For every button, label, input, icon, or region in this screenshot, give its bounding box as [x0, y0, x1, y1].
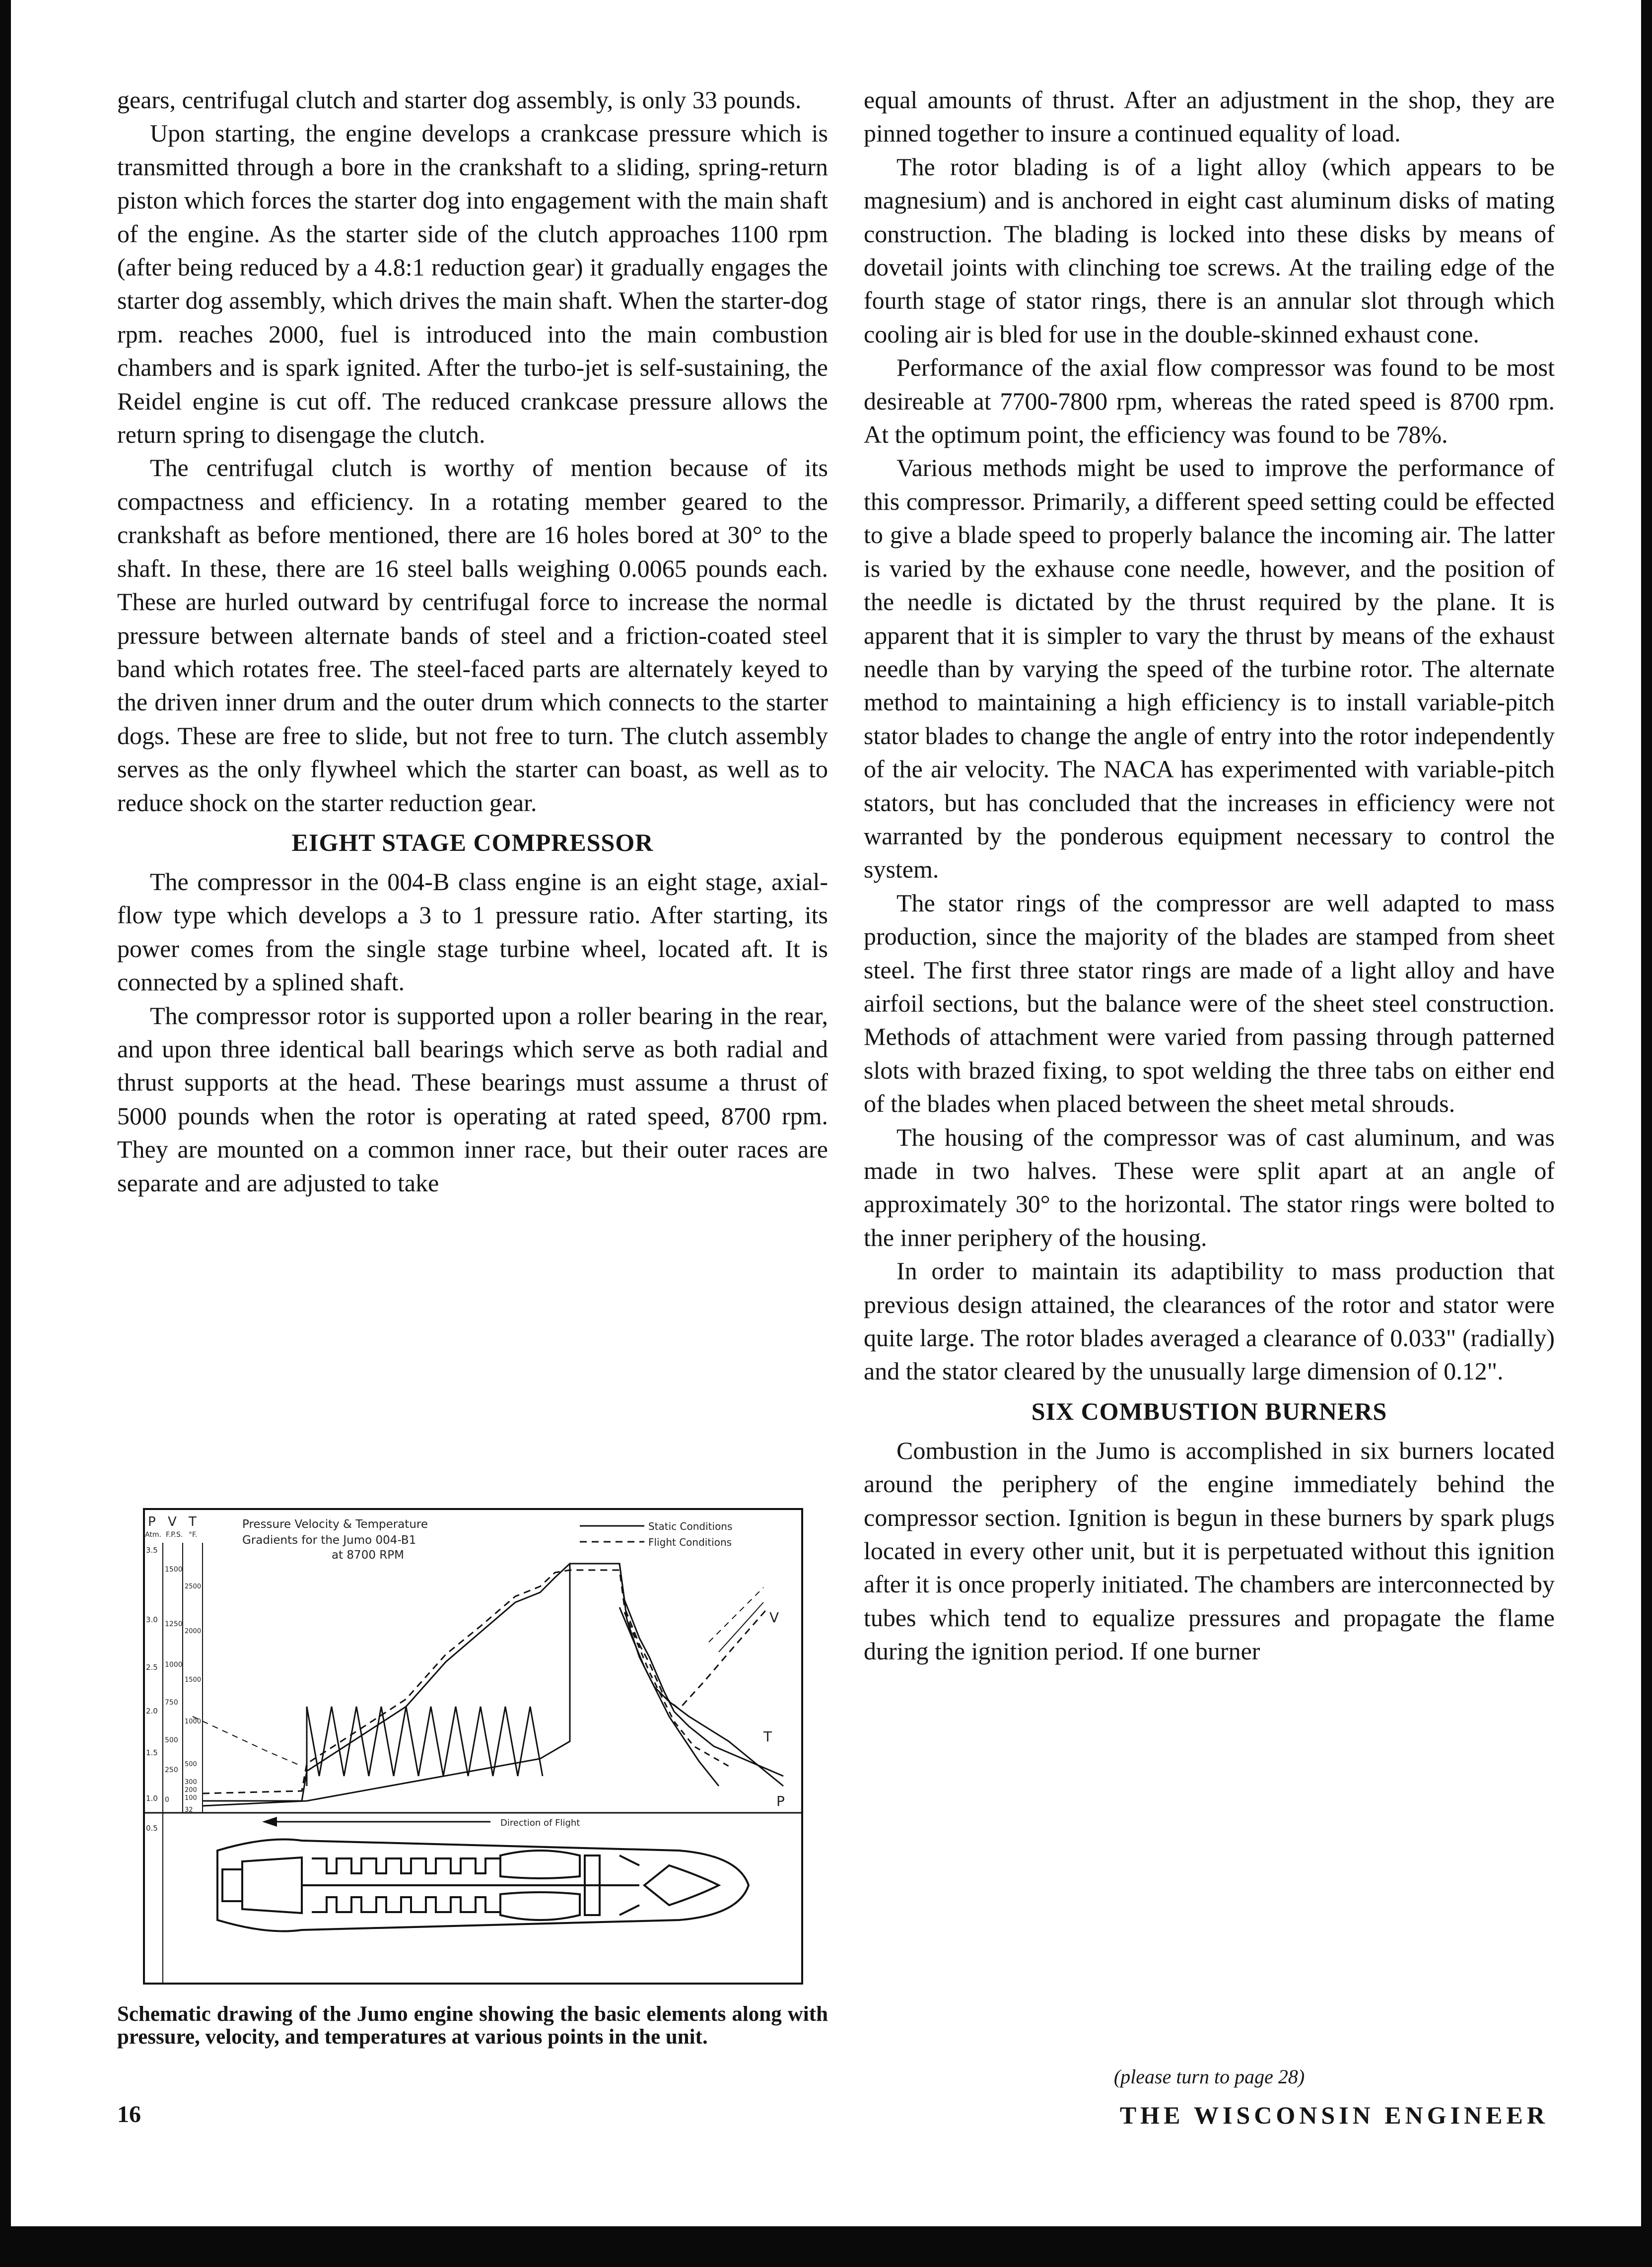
- figure-title-line2: Gradients for the Jumo 004-B1: [242, 1534, 416, 1547]
- scan-border-right: [1641, 0, 1652, 2267]
- t-tick-label: 100: [185, 1794, 197, 1802]
- p-tick-label: 1.0: [146, 1794, 158, 1803]
- v-tick-label: 1250: [165, 1620, 183, 1628]
- scan-border-left: [0, 0, 11, 2267]
- axis-t-label: T: [189, 1514, 197, 1529]
- v-tick-label: 1500: [165, 1566, 183, 1574]
- v-tick-label: 1000: [165, 1661, 183, 1669]
- direction-label: Direction of Flight: [500, 1818, 580, 1828]
- p-tick-label: 3.5: [146, 1546, 158, 1555]
- paragraph: The rotor blading is of a light alloy (which appears to be magnesium) and is anchored in eight cast aluminum disks of mating construction. The blading is locked into these disks by means of dovetail joints with clinching toe screws. At the trailing edge of the fourth stage of stator rings, there is an annular slot through which cooling air is bled for use in the double-skinned exhaust cone.: [864, 152, 1555, 348]
- axis-v-label: V: [168, 1514, 177, 1529]
- paragraph: gears, centrifugal clutch and starter dog assembly, is only 33 pounds.: [117, 86, 802, 114]
- t-tick-label: 300: [185, 1779, 197, 1786]
- v-tick-label: 750: [165, 1699, 178, 1707]
- p-tick-label: 3.0: [146, 1615, 158, 1624]
- t-tick-label: 500: [185, 1761, 197, 1768]
- section-heading: EIGHT STAGE COMPRESSOR: [291, 828, 654, 856]
- legend-static-label: Static Conditions: [648, 1520, 733, 1532]
- axis-p-label: P: [148, 1514, 156, 1529]
- paragraph: Various methods might be used to improve the performance of this compressor. Primarily, a different speed setting could be effected to give a blade speed to properly balance the incoming air. The latter is varied by the exhause cone needle, however, and the position of the needle is dictated by the thrust required by the plane. It is apparent that it is simpler to vary the thrust by means of the exhaust needle than by varying the speed of the turbine rotor. The alternate method to maintaining a high efficiency is to install variable-pitch stator blades to change the angle of entry into the rotor independently of the air velocity. The NACA has experimented with variable-pitch stators, but has concluded that the increases in efficiency were not warranted by the ponderous equipment necessary to control the system.: [864, 454, 1555, 884]
- left-column: [117, 83, 828, 1200]
- t-tick-label: 2500: [185, 1583, 202, 1590]
- v-tick-label: 500: [165, 1736, 178, 1744]
- scan-border-bottom: [0, 2226, 1652, 2267]
- t-tick-label: 2000: [185, 1628, 202, 1635]
- paragraph: The stator rings of the compressor are well adapted to mass production, since the majority of the blades are stamped from sheet steel. The first three stator rings are made of a light alloy and have airfoil sections, but the balance were of the sheet steel construction. Methods of attachment were varied from passing through patterned slots with brazed fixing, to spot welding the three tabs on either end of the blades when placed between the sheet metal shrouds.: [864, 889, 1555, 1118]
- paragraph: Performance of the axial flow compressor was found to be most desireable at 7700-7800 rpm, whereas the rated speed is 8700 rpm. At the optimum point, the efficiency was found to be 78%.: [864, 353, 1555, 449]
- t-tick-label: 1500: [185, 1676, 202, 1684]
- unit-t-label: °F.: [189, 1531, 198, 1539]
- curve-label-t: T: [763, 1728, 772, 1745]
- paragraph: Combustion in the Jumo is accomplished in six burners located around the periphery of the engine immediately behind the compressor section. Ignition is begun in these burners by spark plugs located in every other unit, but it is perpetuated without this ignition after it is once properly initiated. The chambers are interconnected by tubes which tend to equalize pressures and propagate the flame during the ignition period. If one burner: [864, 1436, 1555, 1665]
- p-tick-label: 1.5: [146, 1748, 158, 1757]
- v-tick-label: 250: [165, 1766, 178, 1774]
- v-tick-label: 0: [165, 1796, 169, 1804]
- p-tick-label: 0.5: [146, 1824, 158, 1833]
- right-column: [864, 83, 1555, 1668]
- t-tick-label: 32: [185, 1806, 193, 1814]
- magazine-title: THE WISCONSIN ENGINEER: [1119, 2101, 1549, 2129]
- t-tick-label: 200: [185, 1786, 197, 1794]
- p-tick-label: 2.5: [146, 1663, 158, 1672]
- figure-title-line1: Pressure Velocity & Temperature: [242, 1518, 428, 1531]
- curve-label-v: V: [769, 1609, 779, 1626]
- paragraph: equal amounts of thrust. After an adjustment in the shop, they are pinned together to insure a continued equality of load.: [864, 86, 1555, 147]
- t-tick-label: 1000: [185, 1718, 202, 1725]
- figure-drawing: [143, 1508, 803, 1985]
- unit-p-label: Atm.: [145, 1531, 161, 1539]
- paragraph: In order to maintain its adaptibility to mass production that previous design attained, the clearances of the rotor and stator were quite large. The rotor blades averaged a clearance of 0.033" (radially) and the stator cleared by the unusually large dimension of 0.12".: [864, 1257, 1555, 1385]
- paragraph: The compressor rotor is supported upon a roller bearing in the rear, and upon three identical ball bearings which serve as both radial and thrust supports at the head. These bearings must assume a thrust of 5000 pounds when the rotor is operating at rated speed, 8700 rpm. They are mounted on a common inner race, but their outer races are separate and are adjusted to take: [117, 1001, 828, 1197]
- section-heading: SIX COMBUSTION BURNERS: [1031, 1397, 1387, 1425]
- continuation-note: (please turn to page 28): [1113, 2065, 1305, 2088]
- figure-caption: Schematic drawing of the Jumo engine showing the basic elements along with pressure, velocity, and temperatures at various points in the unit.: [117, 2002, 828, 2049]
- paragraph: Upon starting, the engine develops a crankcase pressure which is transmitted through a bore in the crankshaft to a sliding, spring-return piston which forces the starter dog into engagement with the main shaft of the engine. As the starter side of the clutch approaches 1100 rpm (after being reduced by a 4.8:1 reduction gear) it gradually engages the starter dog assembly, which drives the main shaft. When the starter-dog rpm. reaches 2000, fuel is introduced into the main combustion chambers and is spark ignited. After the turbo-jet is self-sustaining, the Reidel engine is cut off. The reduced crankcase pressure allows the return spring to disengage the clutch.: [117, 119, 828, 449]
- unit-v-label: F.P.S.: [166, 1531, 183, 1539]
- legend-flight-label: Flight Conditions: [648, 1536, 732, 1548]
- curve-label-p: P: [776, 1793, 785, 1809]
- page-number: 16: [117, 2101, 141, 2128]
- paragraph: The centrifugal clutch is worthy of mention because of its compactness and efficiency. In a rotating member geared to the crankshaft as before mentioned, there are 16 holes bored at 30° to the shaft. In these, there are 16 steel balls weighing 0.0065 pounds each. These are hurled outward by centrifugal force to increase the normal pressure between alternate bands of steel and a friction-coated steel band which rotates free. The steel-faced parts are alternately keyed to the driven inner drum and the outer drum which connects to the starter dogs. These are free to slide, but not free to turn. The clutch assembly serves as the only flywheel which the starter can boast, as well as to reduce shock on the starter reduction gear.: [117, 454, 828, 817]
- p-tick-label: 2.0: [146, 1707, 158, 1716]
- figure-title-line3: at 8700 RPM: [332, 1549, 404, 1562]
- paragraph: The compressor in the 004-B class engine is an eight stage, axial-flow type which develops a 3 to 1 pressure ratio. After starting, its power comes from the single stage turbine wheel, located aft. It is connected by a splined shaft.: [117, 867, 828, 996]
- paragraph: The housing of the compressor was of cast aluminum, and was made in two halves. These were split apart at an angle of approximately 30° to the horizontal. The stator rings were bolted to the inner periphery of the housing.: [864, 1123, 1555, 1251]
